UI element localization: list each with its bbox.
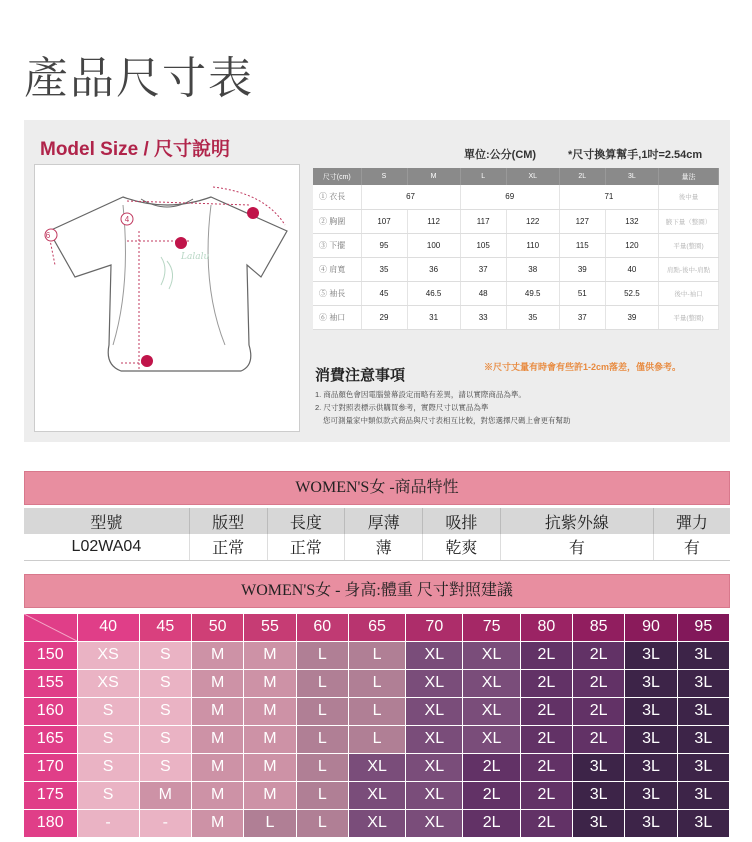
feature-header: 版型	[189, 508, 267, 534]
size-cell: S	[77, 753, 139, 781]
size-cell: 3L	[677, 781, 729, 809]
cell: 35	[506, 305, 559, 329]
size-cell: L	[244, 809, 296, 837]
weight-header: 45	[139, 614, 191, 641]
size-cell: L	[348, 725, 405, 753]
feature-value: 乾爽	[423, 534, 501, 560]
size-cell: 3L	[625, 809, 677, 837]
method-note: 平量(整圈)	[659, 233, 719, 257]
size-cell: S	[139, 697, 191, 725]
measurement-row	[313, 233, 719, 257]
cell: 31	[407, 305, 460, 329]
cell: 127	[559, 209, 605, 233]
cell: 40	[605, 257, 658, 281]
size-cell: XL	[348, 753, 405, 781]
size-cell: L	[348, 641, 405, 669]
size-row	[24, 781, 730, 809]
header-cell: 3L	[605, 168, 658, 185]
size-row	[24, 641, 730, 669]
height-label: 170	[24, 753, 77, 781]
feature-value: 薄	[345, 534, 423, 560]
size-cell: L	[296, 781, 348, 809]
height-label: 150	[24, 641, 77, 669]
cell: 132	[605, 209, 658, 233]
measurement-row	[313, 185, 719, 209]
weight-header: 85	[573, 614, 625, 641]
size-row	[24, 669, 730, 697]
feature-value: L02WA04	[24, 534, 189, 560]
size-cell: XL	[406, 781, 463, 809]
row-label: ⑥ 袖口	[313, 305, 361, 329]
cell: 39	[559, 257, 605, 281]
size-cell: M	[244, 641, 296, 669]
cell: 105	[460, 233, 506, 257]
model-size-title: Model Size / 尺寸說明	[40, 139, 231, 160]
size-row	[24, 725, 730, 753]
measurement-row	[313, 281, 719, 305]
cell: 71	[559, 185, 658, 209]
size-cell: 2L	[520, 697, 572, 725]
features-value-row	[24, 534, 730, 560]
height-label: 165	[24, 725, 77, 753]
weight-header: 55	[244, 614, 296, 641]
size-cell: 3L	[573, 781, 625, 809]
feature-header: 型號	[24, 508, 189, 534]
size-cell: 3L	[677, 641, 729, 669]
marker-four-label: 4	[124, 215, 130, 224]
cell: 35	[361, 257, 407, 281]
feature-header: 彈力	[653, 508, 730, 534]
size-cell: 2L	[463, 809, 520, 837]
notice-line: 您可測量家中類似款式商品與尺寸表相互比較，對您選擇尺碼上會更有幫助	[323, 416, 571, 425]
size-cell: XL	[406, 753, 463, 781]
size-cell: M	[244, 781, 296, 809]
cell: 69	[460, 185, 559, 209]
measurement-row	[313, 257, 719, 281]
height-label: 160	[24, 697, 77, 725]
height-label: 155	[24, 669, 77, 697]
size-cell: 3L	[573, 809, 625, 837]
size-cell: XL	[463, 725, 520, 753]
size-cell: L	[296, 641, 348, 669]
size-cell: 2L	[463, 781, 520, 809]
cell: 38	[506, 257, 559, 281]
brand-logo-text: Lalalu	[181, 252, 210, 262]
size-cell: M	[191, 669, 243, 697]
header-cell: L	[460, 168, 506, 185]
size-cell: S	[139, 641, 191, 669]
cell: 110	[506, 233, 559, 257]
measurement-row	[313, 209, 719, 233]
size-cell: XL	[348, 809, 405, 837]
size-cell: 2L	[520, 753, 572, 781]
garment-diagram	[34, 164, 300, 432]
cell: 67	[361, 185, 460, 209]
size-cell: 3L	[625, 781, 677, 809]
size-cell: 2L	[573, 697, 625, 725]
size-row	[24, 809, 730, 837]
method-note: 後中-袖口	[659, 281, 719, 305]
cell: 115	[559, 233, 605, 257]
size-cell: L	[296, 669, 348, 697]
corner-cell	[24, 614, 77, 641]
size-cell: 2L	[520, 781, 572, 809]
size-cell: L	[296, 809, 348, 837]
weight-header: 75	[463, 614, 520, 641]
size-cell: 3L	[625, 641, 677, 669]
row-label: ⑤ 袖長	[313, 281, 361, 305]
size-row	[24, 697, 730, 725]
method-note: 腋下量（整圈）	[659, 209, 719, 233]
method-note: 後中量	[659, 185, 719, 209]
size-cell: S	[77, 697, 139, 725]
size-cell: M	[191, 697, 243, 725]
cell: 33	[460, 305, 506, 329]
weight-header: 65	[348, 614, 405, 641]
size-cell: XL	[463, 641, 520, 669]
unit-label: 單位:公分(CM)	[464, 149, 537, 161]
cell: 51	[559, 281, 605, 305]
cell: 36	[407, 257, 460, 281]
method-note: 平量(整圈)	[659, 305, 719, 329]
size-cell: XL	[406, 641, 463, 669]
size-cell: S	[139, 725, 191, 753]
feature-value: 有	[653, 534, 730, 560]
size-cell: 2L	[520, 725, 572, 753]
feature-header: 抗紫外線	[500, 508, 653, 534]
size-guide-table	[24, 614, 730, 838]
size-cell: 3L	[625, 725, 677, 753]
size-cell: 3L	[677, 809, 729, 837]
header-cell: S	[361, 168, 407, 185]
marker-six-label: 6	[45, 231, 51, 240]
features-table	[24, 508, 730, 561]
weight-header: 60	[296, 614, 348, 641]
size-cell: 2L	[573, 641, 625, 669]
notice-line: 1. 商品顏色會因電腦螢幕設定而略有差異，請以實際商品為準。	[315, 390, 526, 399]
header-cell: 尺寸(cm)	[313, 168, 361, 185]
measurement-header-row	[313, 168, 719, 185]
header-cell: 量法	[659, 168, 719, 185]
diagonal-divider-icon	[24, 614, 77, 641]
cell: 95	[361, 233, 407, 257]
row-label: ② 胸圍	[313, 209, 361, 233]
size-cell: L	[348, 697, 405, 725]
notice-lines	[315, 388, 571, 427]
size-cell: XS	[77, 669, 139, 697]
weight-header: 90	[625, 614, 677, 641]
size-cell: 2L	[463, 753, 520, 781]
feature-header: 長度	[267, 508, 345, 534]
size-cell: 3L	[677, 697, 729, 725]
row-label: ④ 肩寬	[313, 257, 361, 281]
size-cell: XL	[463, 669, 520, 697]
size-cell: 3L	[677, 753, 729, 781]
row-label: ① 衣長	[313, 185, 361, 209]
size-cell: M	[244, 697, 296, 725]
size-cell: M	[244, 725, 296, 753]
cell: 29	[361, 305, 407, 329]
feature-header: 吸排	[423, 508, 501, 534]
feature-value: 正常	[267, 534, 345, 560]
features-header-row	[24, 508, 730, 534]
size-cell: -	[77, 809, 139, 837]
size-cell: 2L	[520, 809, 572, 837]
measurement-table	[313, 168, 719, 330]
size-cell: M	[139, 781, 191, 809]
size-cell: M	[191, 781, 243, 809]
size-row	[24, 753, 730, 781]
method-note: 肩點-後中-肩點	[659, 257, 719, 281]
cell: 112	[407, 209, 460, 233]
size-cell: M	[244, 669, 296, 697]
notice-title: 消費注意事項	[315, 367, 406, 384]
weight-header: 95	[677, 614, 729, 641]
size-cell: XL	[406, 809, 463, 837]
cell: 117	[460, 209, 506, 233]
size-cell: L	[348, 669, 405, 697]
notice-line: 2. 尺寸對照表標示供購買參考，實際尺寸以實品為準	[315, 403, 489, 412]
weight-header: 70	[406, 614, 463, 641]
feature-value: 正常	[189, 534, 267, 560]
size-cell: XL	[406, 697, 463, 725]
height-label: 175	[24, 781, 77, 809]
features-title-bar: WOMEN'S女 -商品特性	[24, 471, 730, 505]
size-cell: XL	[463, 697, 520, 725]
cell: 100	[407, 233, 460, 257]
size-cell: 3L	[625, 753, 677, 781]
size-cell: -	[139, 809, 191, 837]
size-cell: XL	[406, 725, 463, 753]
size-cell: 3L	[677, 669, 729, 697]
conversion-note: *尺寸換算幫手,1吋=2.54cm	[568, 149, 703, 161]
weight-header-row	[24, 614, 730, 641]
size-cell: 2L	[573, 725, 625, 753]
size-cell: S	[139, 669, 191, 697]
cell: 107	[361, 209, 407, 233]
size-guide-title-bar: WOMEN'S女 - 身高:體重 尺寸對照建議	[24, 574, 730, 608]
cell: 45	[361, 281, 407, 305]
cell: 52.5	[605, 281, 658, 305]
cell: 48	[460, 281, 506, 305]
size-cell: L	[296, 753, 348, 781]
cell: 37	[460, 257, 506, 281]
row-label: ③ 下擺	[313, 233, 361, 257]
cell: 37	[559, 305, 605, 329]
size-cell: XS	[77, 641, 139, 669]
size-cell: S	[139, 753, 191, 781]
height-label: 180	[24, 809, 77, 837]
measurement-row	[313, 305, 719, 329]
page-title: 產品尺寸表	[24, 53, 254, 104]
size-cell: XL	[348, 781, 405, 809]
size-cell: L	[296, 697, 348, 725]
size-cell: 3L	[625, 669, 677, 697]
cell: 122	[506, 209, 559, 233]
size-cell: 3L	[625, 697, 677, 725]
notice-warning: ※尺寸丈量有時會有些許1-2cm落差，僅供參考。	[484, 362, 682, 372]
header-cell: 2L	[559, 168, 605, 185]
cell: 46.5	[407, 281, 460, 305]
size-cell: M	[191, 641, 243, 669]
size-cell: L	[296, 725, 348, 753]
tshirt-diagram-icon	[35, 165, 299, 431]
header-cell: XL	[506, 168, 559, 185]
size-cell: S	[77, 725, 139, 753]
size-cell: XL	[406, 669, 463, 697]
size-cell: 2L	[520, 641, 572, 669]
cell: 49.5	[506, 281, 559, 305]
size-cell: 2L	[573, 669, 625, 697]
size-cell: S	[77, 781, 139, 809]
weight-header: 80	[520, 614, 572, 641]
size-cell: M	[244, 753, 296, 781]
feature-value: 有	[500, 534, 653, 560]
weight-header: 50	[191, 614, 243, 641]
size-cell: M	[191, 725, 243, 753]
cell: 120	[605, 233, 658, 257]
size-cell: 2L	[520, 669, 572, 697]
size-cell: M	[191, 809, 243, 837]
feature-header: 厚薄	[345, 508, 423, 534]
size-cell: 3L	[677, 725, 729, 753]
size-cell: 3L	[573, 753, 625, 781]
cell: 39	[605, 305, 658, 329]
header-cell: M	[407, 168, 460, 185]
weight-header: 40	[77, 614, 139, 641]
model-size-panel	[24, 120, 730, 442]
size-cell: M	[191, 753, 243, 781]
